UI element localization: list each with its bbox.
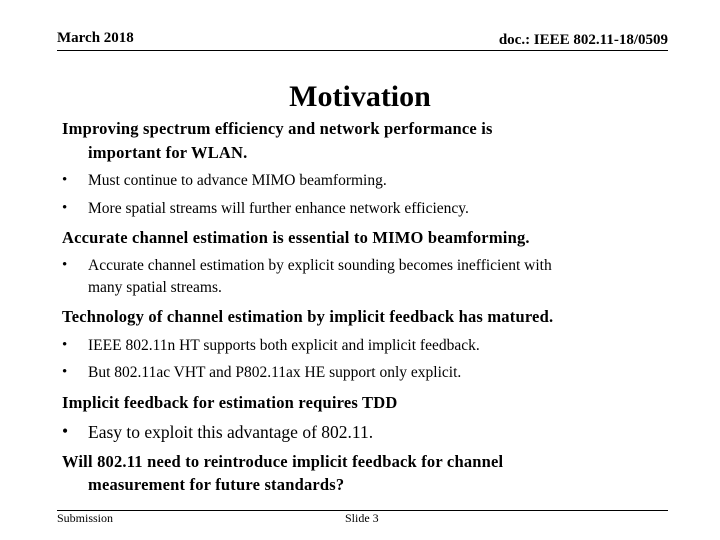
bullet-text: Accurate channel estimation by explicit sounding becomes inefficient with xyxy=(88,257,552,274)
bullet-icon: • xyxy=(62,200,68,216)
section-heading: Will 802.11 need to reintroduce implicit feedback for channel xyxy=(62,452,504,471)
section-heading: Accurate channel estimation is essential to MIMO beamforming. xyxy=(62,228,530,247)
header-date: March 2018 xyxy=(57,30,134,46)
section-heading: Implicit feedback for estimation requires TDD xyxy=(62,393,398,412)
bullet-text: But 802.11ac VHT and P802.11ax HE support only explicit. xyxy=(88,364,462,381)
section-heading: Technology of channel estimation by implicit feedback has matured. xyxy=(62,307,554,326)
section-heading-cont: important for WLAN. xyxy=(88,143,248,162)
bullet-text: Must continue to advance MIMO beamforming. xyxy=(88,172,387,189)
bullet-icon: • xyxy=(62,364,68,380)
bullet-text-cont: many spatial streams. xyxy=(88,279,222,296)
section-heading-cont: measurement for future standards? xyxy=(88,475,345,494)
slide-title: Motivation xyxy=(289,80,431,113)
bullet-text: IEEE 802.11n HT supports both explicit and implicit feedback. xyxy=(88,337,480,354)
footer-slide-number: Slide 3 xyxy=(345,511,379,525)
section-heading: Improving spectrum efficiency and network performance is xyxy=(62,119,493,138)
header-doc-id: doc.: IEEE 802.11-18/0509 xyxy=(498,32,668,48)
bullet-icon: • xyxy=(62,421,69,441)
bullet-icon: • xyxy=(62,172,68,188)
footer-submission: Submission xyxy=(57,511,114,525)
bullet-text: Easy to exploit this advantage of 802.11. xyxy=(88,422,374,442)
header-rule xyxy=(57,50,668,51)
bullet-text: More spatial streams will further enhance network efficiency. xyxy=(88,200,469,217)
bullet-icon: • xyxy=(62,257,68,273)
bullet-icon: • xyxy=(62,337,68,353)
